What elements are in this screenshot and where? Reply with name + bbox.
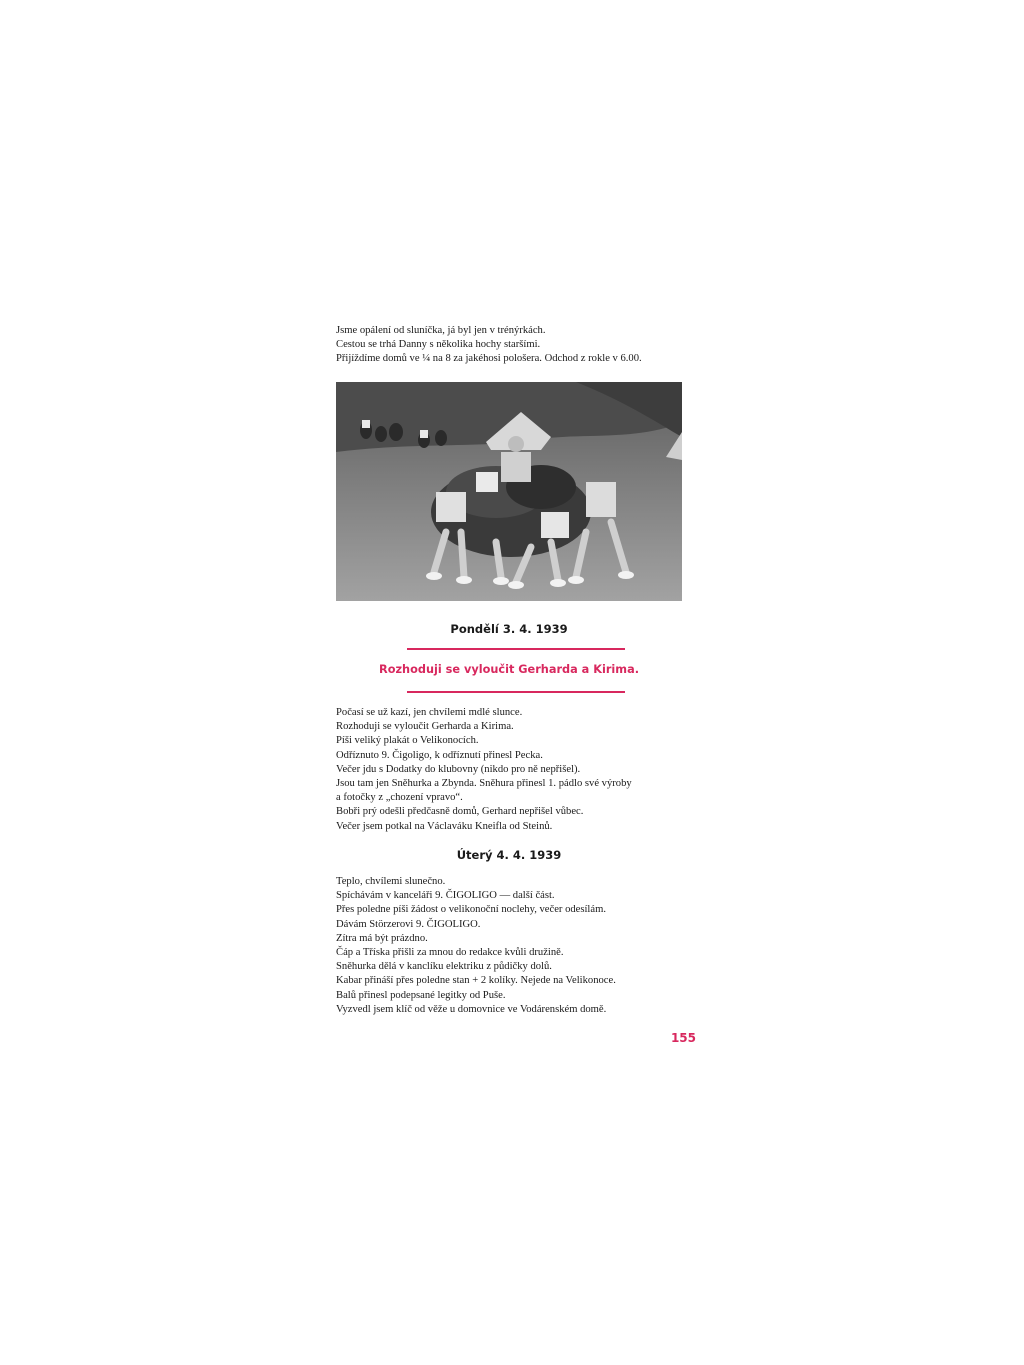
text-line: Sněhurka dělá v kanclíku elektriku z půdičky dolů. [336,961,552,973]
text-line: Rozhoduji se vyloučit Gerharda a Kirima. [336,721,514,733]
text-line: Zítra má být prázdno. [336,932,428,944]
photo-human-pyramid [336,382,682,601]
text-line: Večer jsem potkal na Václaváku Kneifla od Steinů. [336,820,553,832]
tuesday-paragraph [336,875,696,1017]
page-number: 155 [670,1031,696,1045]
photo-image [336,382,682,601]
text-line: Čáp a Tříska přišli za mnou do redakce kvůli družině. [336,947,564,959]
text-line: Jsme opálení od sluníčka, já byl jen v trénýrkách. [336,325,546,336]
text-line: Bobři prý odešli předčasně domů, Gerhard nepřišel vůbec. [336,806,584,818]
text-line: Vyzvedl jsem klíč od věže u domovnice ve Vodárenském domě. [336,1003,607,1015]
intro-paragraph [336,324,696,367]
accent-rule-bottom [407,691,625,693]
text-line: Cestou se trhá Danny s několika hochy staršími. [336,339,541,351]
day-heading-monday: Pondělí 3. 4. 1939 [450,622,568,636]
text-line: Balů přinesl podepsané legitky od Puše. [336,989,506,1001]
text-line: Přijíždíme domů ve ¼ na 8 za jakéhosi pološera. Odchod z rokle v 6.00. [336,353,642,365]
text-line: Dávám Störzerovi 9. ČIGOLIGO. [336,918,481,930]
text-line: Počasí se už kazí, jen chvílemi mdlé slunce. [336,707,523,718]
pull-quote: Rozhoduji se vyloučit Gerharda a Kirima. [379,663,639,676]
text-line: Teplo, chvílemi slunečno. [336,876,446,887]
monday-paragraph [336,706,696,834]
text-line: Odříznuto 9. Čigoligo, k odříznutí přinesl Pecka. [336,749,543,761]
text-line: Kabar přináší přes poledne stan + 2 kolíky. Nejede na Velikonoce. [336,975,616,987]
accent-rule-top [407,648,625,650]
text-line: Večer jdu s Dodatky do klubovny (nikdo pro ně nepřišel). [336,763,581,775]
text-line: Přes poledne píši žádost o velikonoční noclehy, večer odesílám. [336,904,606,916]
day-heading-tuesday: Úterý 4. 4. 1939 [456,848,562,862]
text-line: Spíchávám v kanceláři 9. ČIGOLIGO — další část. [336,890,555,902]
text-line: Jsou tam jen Sněhurka a Zbynda. Sněhura přinesl 1. pádlo své výroby [336,778,632,790]
text-line: a fotočky z „chození vpravo“. [336,792,463,804]
text-line: Píši veliký plakát o Velikonocích. [336,735,479,747]
